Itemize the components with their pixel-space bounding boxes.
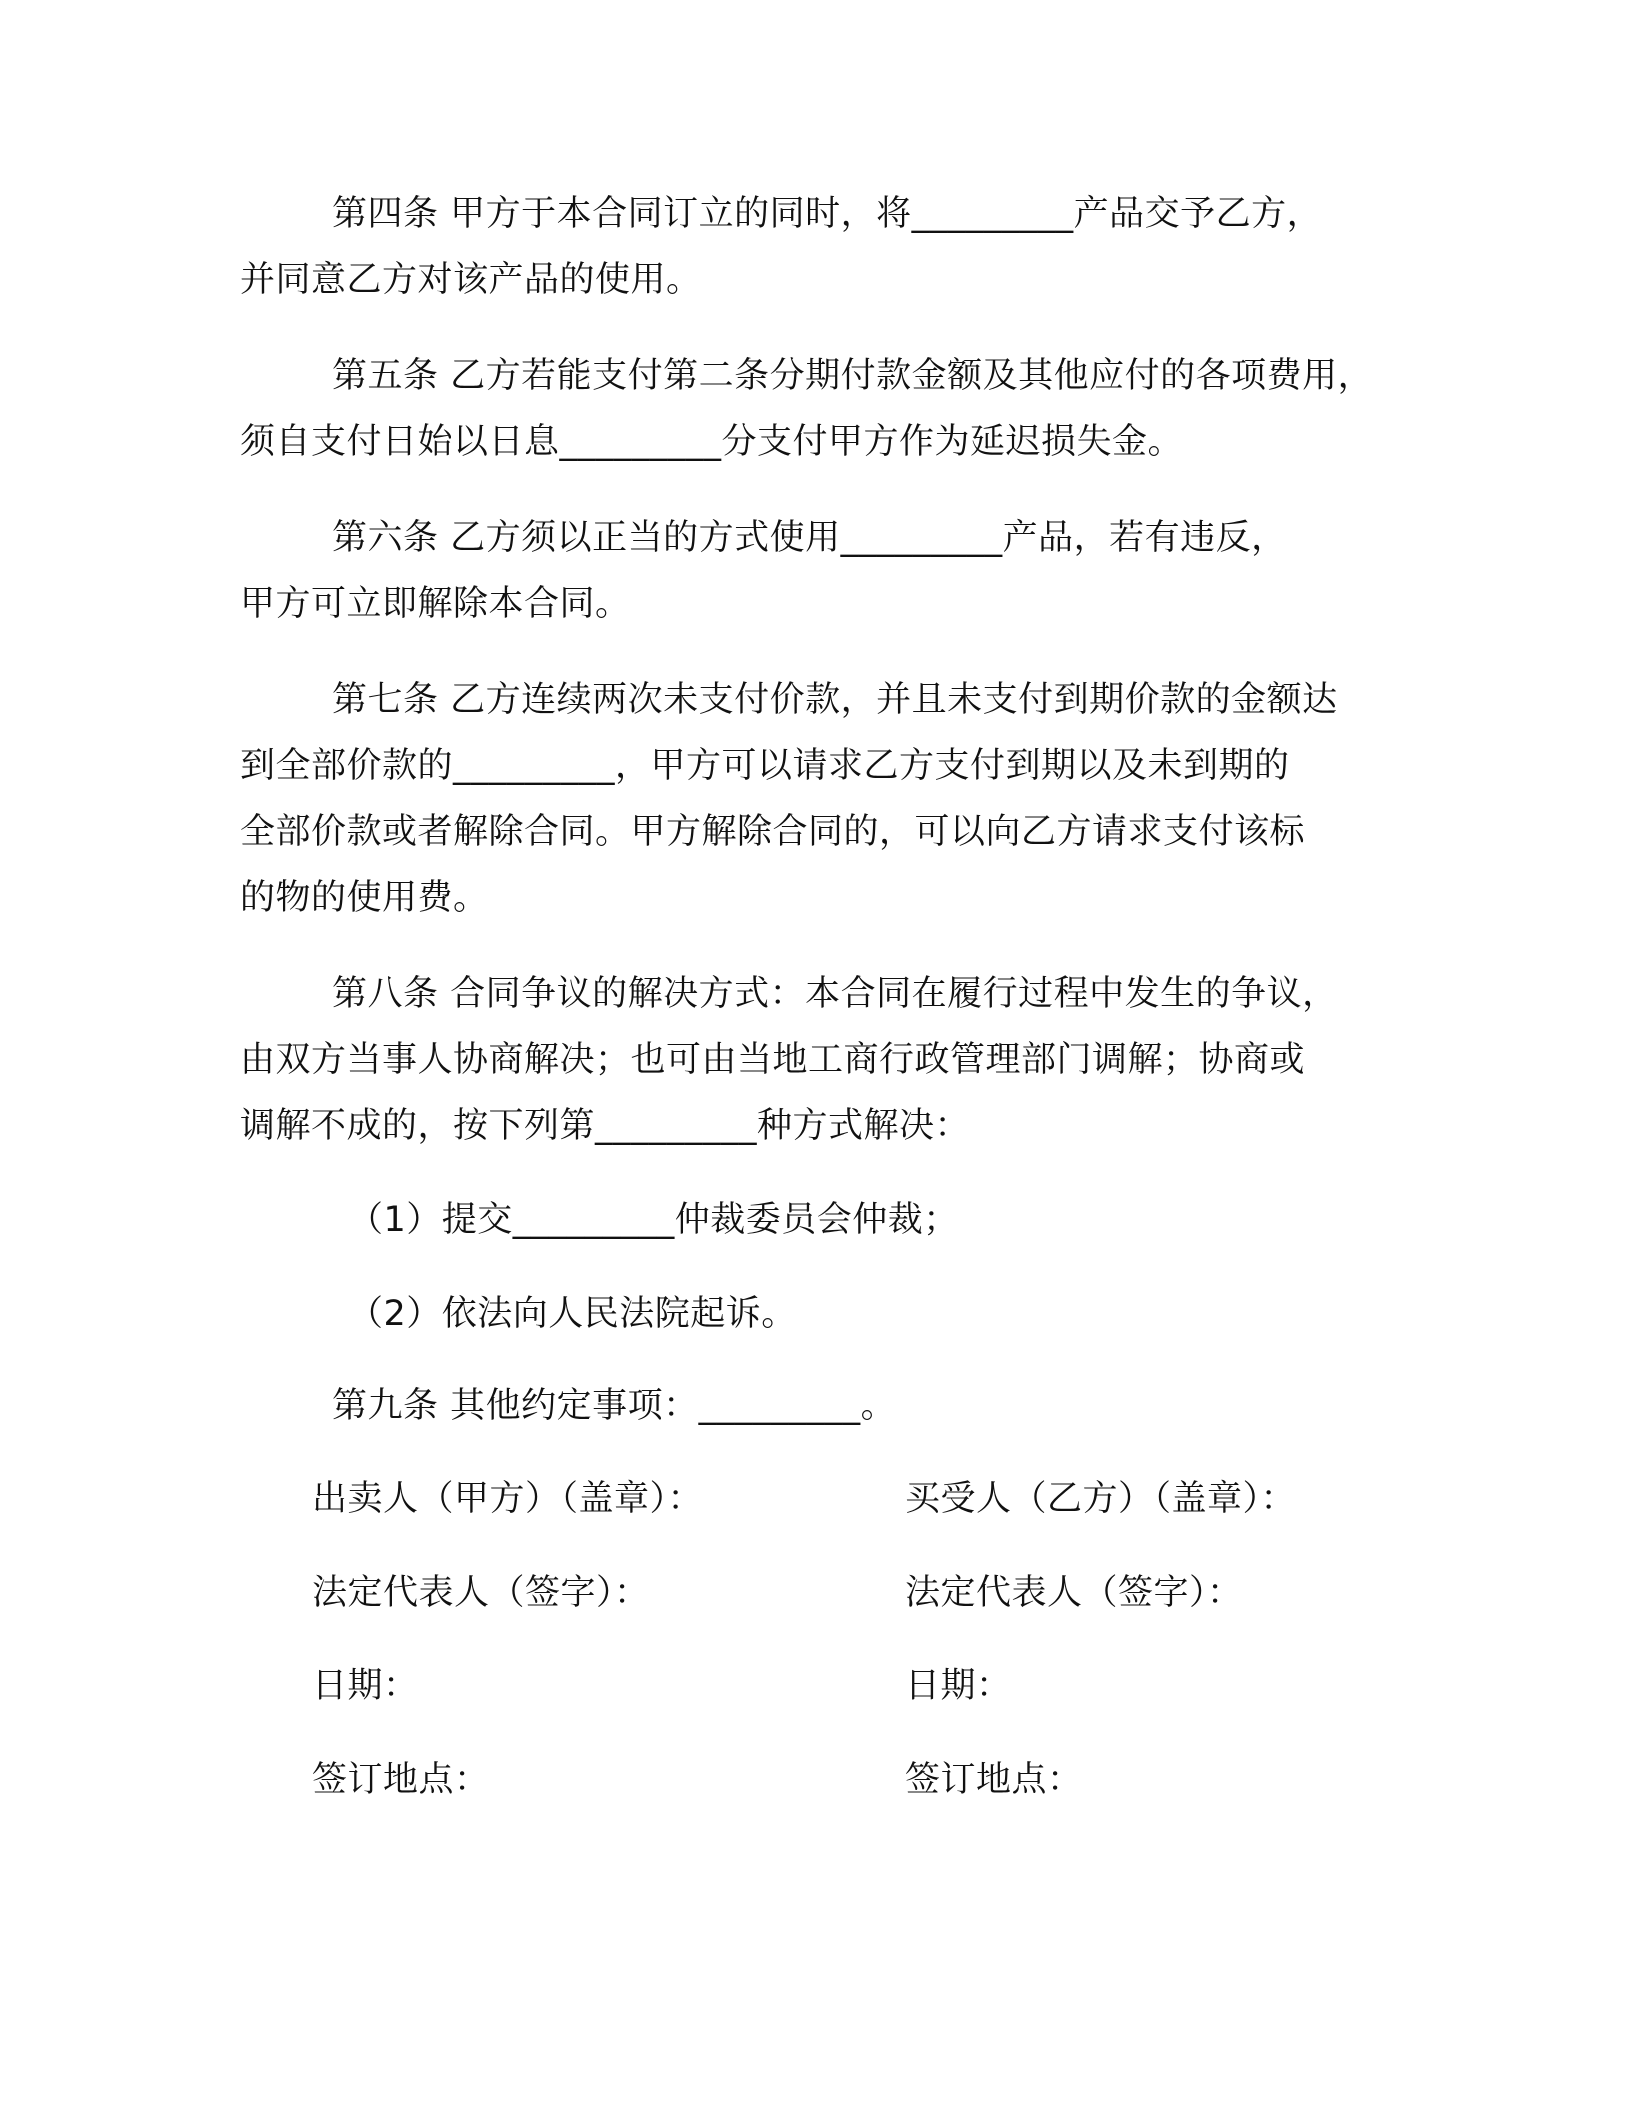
article-8-line-2: 由双方当事人协商解决；也可由当地工商行政管理部门调解；协商或 (240, 1040, 1306, 1080)
buyer-place-label: 签订地点： (905, 1760, 1083, 1800)
article-5-line-2: 须自支付日始以日息_________分支付甲方作为延迟损失金。 (240, 422, 1184, 462)
article-8-line-1: 第八条 合同争议的解决方式：本合同在履行过程中发生的争议， (332, 974, 1338, 1014)
article-9: 第九条 其他约定事项：_________。 (332, 1386, 897, 1426)
seller-place-label: 签订地点： (312, 1760, 490, 1800)
article-6-line-1: 第六条 乙方须以正当的方式使用_________产品，若有违反， (332, 518, 1287, 558)
seller-party-label: 出卖人（甲方）（盖章）： (312, 1479, 704, 1519)
buyer-party-label: 买受人（乙方）（盖章）： (905, 1479, 1297, 1519)
article-7-line-4: 的物的使用费。 (240, 878, 489, 918)
article-4-line-2: 并同意乙方对该产品的使用。 (240, 260, 702, 300)
option-2: （2）依法向人民法院起诉。 (348, 1294, 797, 1334)
option-1: （1）提交_________仲裁委员会仲裁； (348, 1200, 959, 1240)
article-8-line-3: 调解不成的，按下列第_________种方式解决： (240, 1106, 971, 1146)
buyer-date-label: 日期： (905, 1666, 1012, 1706)
seller-rep-label: 法定代表人（签字）： (312, 1573, 650, 1613)
buyer-rep-label: 法定代表人（签字）： (905, 1573, 1243, 1613)
article-4-line-1: 第四条 甲方于本合同订立的同时，将_________产品交予乙方， (332, 194, 1323, 234)
article-7-line-1: 第七条 乙方连续两次未支付价款，并且未支付到期价款的金额达 (332, 680, 1338, 720)
seller-date-label: 日期： (312, 1666, 419, 1706)
article-5-line-1: 第五条 乙方若能支付第二条分期付款金额及其他应付的各项费用， (332, 356, 1374, 396)
article-6-line-2: 甲方可立即解除本合同。 (240, 584, 631, 624)
article-7-line-2: 到全部价款的_________，甲方可以请求乙方支付到期以及未到期的 (240, 746, 1290, 786)
article-7-line-3: 全部价款或者解除合同。甲方解除合同的，可以向乙方请求支付该标 (240, 812, 1306, 852)
